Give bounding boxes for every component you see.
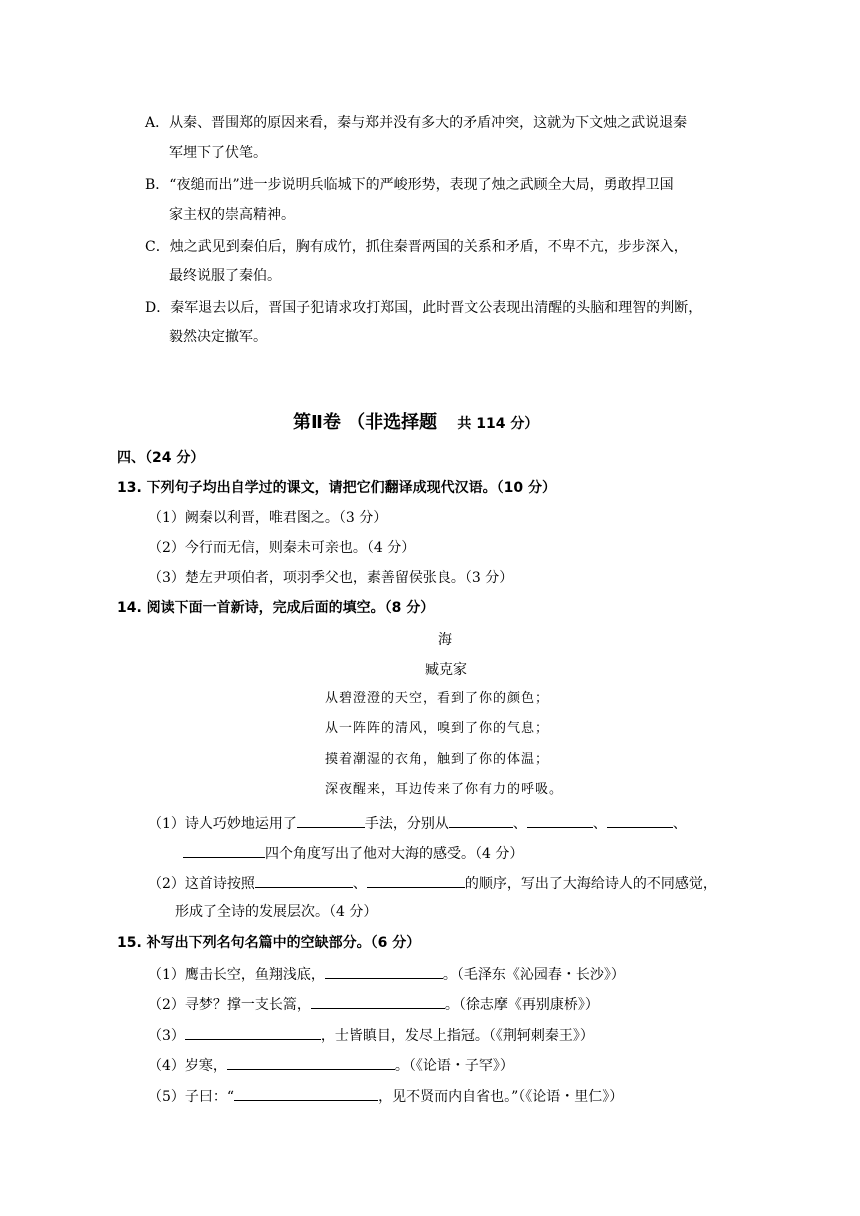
- q14-sub1-suffix: 四个角度写出了他对大海的感受。（4 分）: [265, 846, 524, 862]
- q15-item-2-prefix: （2）寻梦？撑一支长篙，: [148, 997, 311, 1013]
- answer-blank[interactable]: [185, 1024, 321, 1040]
- answer-blank[interactable]: [234, 1085, 378, 1101]
- q15-item-4-prefix: （4）岁寒，: [148, 1058, 227, 1074]
- option-d-line2: 毅然决定撤军。: [169, 329, 267, 345]
- answer-blank[interactable]: [325, 963, 443, 979]
- q15-stem: 15. 补写出下列名句名篇中的空缺部分。（6 分）: [117, 935, 421, 951]
- option-a-line2: 军埋下了伏笔。: [169, 145, 267, 161]
- answer-blank[interactable]: [297, 812, 365, 828]
- option-b-line1: B．“夜缒而出”进一步说明兵临城下的严峻形势，表现了烛之武顾全大局，勇敢捍卫国: [145, 177, 674, 193]
- q15-item-5-suffix: ，见不贤而内自省也。”（《论语・里仁》）: [378, 1089, 624, 1105]
- q15-item-4-suffix: 。（《论语・子罕》）: [394, 1058, 514, 1074]
- q15-item-3: [148, 1024, 594, 1046]
- q14-sub2-line2: 形成了全诗的发展层次。（4 分）: [175, 904, 378, 920]
- q13-item-3: （3）楚左尹项伯者，项羽季父也，素善留侯张良。（3 分）: [148, 570, 514, 586]
- q14-sub1-prefix: （1）诗人巧妙地运用了: [148, 816, 297, 832]
- answer-blank[interactable]: [311, 993, 445, 1009]
- poem-line-1: 从碧澄澄的天空，看到了你的颜色；: [325, 691, 550, 706]
- part-four-heading: 四、（24 分）: [117, 450, 205, 466]
- q13-item-1: （1）阙秦以利晋，唯君图之。（3 分）: [148, 510, 388, 526]
- answer-blank[interactable]: [367, 872, 465, 888]
- option-a-line1: A．从秦、晋围郑的原因来看，秦与郑并没有多大的矛盾冲突，这就为下文烛之武说退秦: [145, 115, 688, 131]
- separator: 、: [512, 816, 527, 832]
- q15-item-5: [148, 1085, 623, 1107]
- q14-sub1-line2: [183, 842, 523, 864]
- q14-sub1-line1: [148, 812, 687, 834]
- q15-item-5-prefix: （5）子曰：“: [148, 1089, 235, 1105]
- answer-blank[interactable]: [449, 812, 513, 828]
- answer-blank[interactable]: [183, 842, 265, 858]
- separator: 、: [592, 816, 607, 832]
- section-title-main: 第Ⅱ卷 （非选择题: [293, 412, 438, 433]
- q14-sub1-mid: 手法，分别从: [364, 816, 449, 832]
- poem-line-3: 摸着潮湿的衣角，触到了你的体温；: [325, 752, 550, 767]
- q13-item-2: （2）今行而无信，则秦未可亲也。（4 分）: [148, 540, 416, 556]
- poem-author: 臧克家: [425, 662, 467, 678]
- q14-stem: 14. 阅读下面一首新诗，完成后面的填空。（8 分）: [117, 600, 435, 616]
- answer-blank[interactable]: [255, 872, 353, 888]
- option-d-line1: D．秦军退去以后，晋国子犯请求攻打郑国，此时晋文公表现出清醒的头脑和理智的判断，: [145, 300, 703, 316]
- q13-stem: 13. 下列句子均出自学过的课文，请把它们翻译成现代汉语。（10 分）: [117, 480, 557, 496]
- separator: 、: [672, 816, 687, 832]
- q15-item-1-prefix: （1）鹰击长空，鱼翔浅底，: [148, 967, 325, 983]
- answer-blank[interactable]: [527, 812, 593, 828]
- poem-line-2: 从一阵阵的清风，嗅到了你的气息；: [325, 721, 550, 736]
- q15-item-4: [148, 1054, 514, 1076]
- answer-blank[interactable]: [607, 812, 673, 828]
- section-score: 共 114 分）: [457, 416, 539, 432]
- q15-item-1-suffix: 。（毛泽东《沁园春・长沙》）: [442, 967, 625, 983]
- q15-item-2: [148, 993, 599, 1015]
- q15-item-1: [148, 963, 625, 985]
- q14-sub2-mid: 的顺序，写出了大海给诗人的不同感觉，: [464, 876, 717, 892]
- q15-item-2-suffix: 。（徐志摩《再别康桥》）: [444, 997, 599, 1013]
- poem-line-4: 深夜醒来，耳边传来了你有力的呼吸。: [325, 782, 564, 797]
- q15-item-3-suffix: ，士皆瞋目，发尽上指冠。（《荆轲刺秦王》）: [320, 1028, 594, 1044]
- option-b-line2: 家主权的崇高精神。: [169, 207, 295, 223]
- option-c-line1: C．烛之武见到秦伯后，胸有成竹，抓住秦晋两国的关系和矛盾，不卑不亢，步步深入，: [145, 239, 688, 255]
- poem-title: 海: [438, 632, 452, 648]
- q14-sub2-line1: [148, 872, 717, 894]
- q14-sub2-prefix: （2）这首诗按照: [148, 876, 255, 892]
- option-c-line2: 最终说服了秦伯。: [169, 268, 281, 284]
- section-title: [293, 413, 538, 434]
- separator: 、: [352, 876, 367, 892]
- answer-blank[interactable]: [227, 1054, 395, 1070]
- q15-item-3-prefix: （3）: [148, 1028, 185, 1044]
